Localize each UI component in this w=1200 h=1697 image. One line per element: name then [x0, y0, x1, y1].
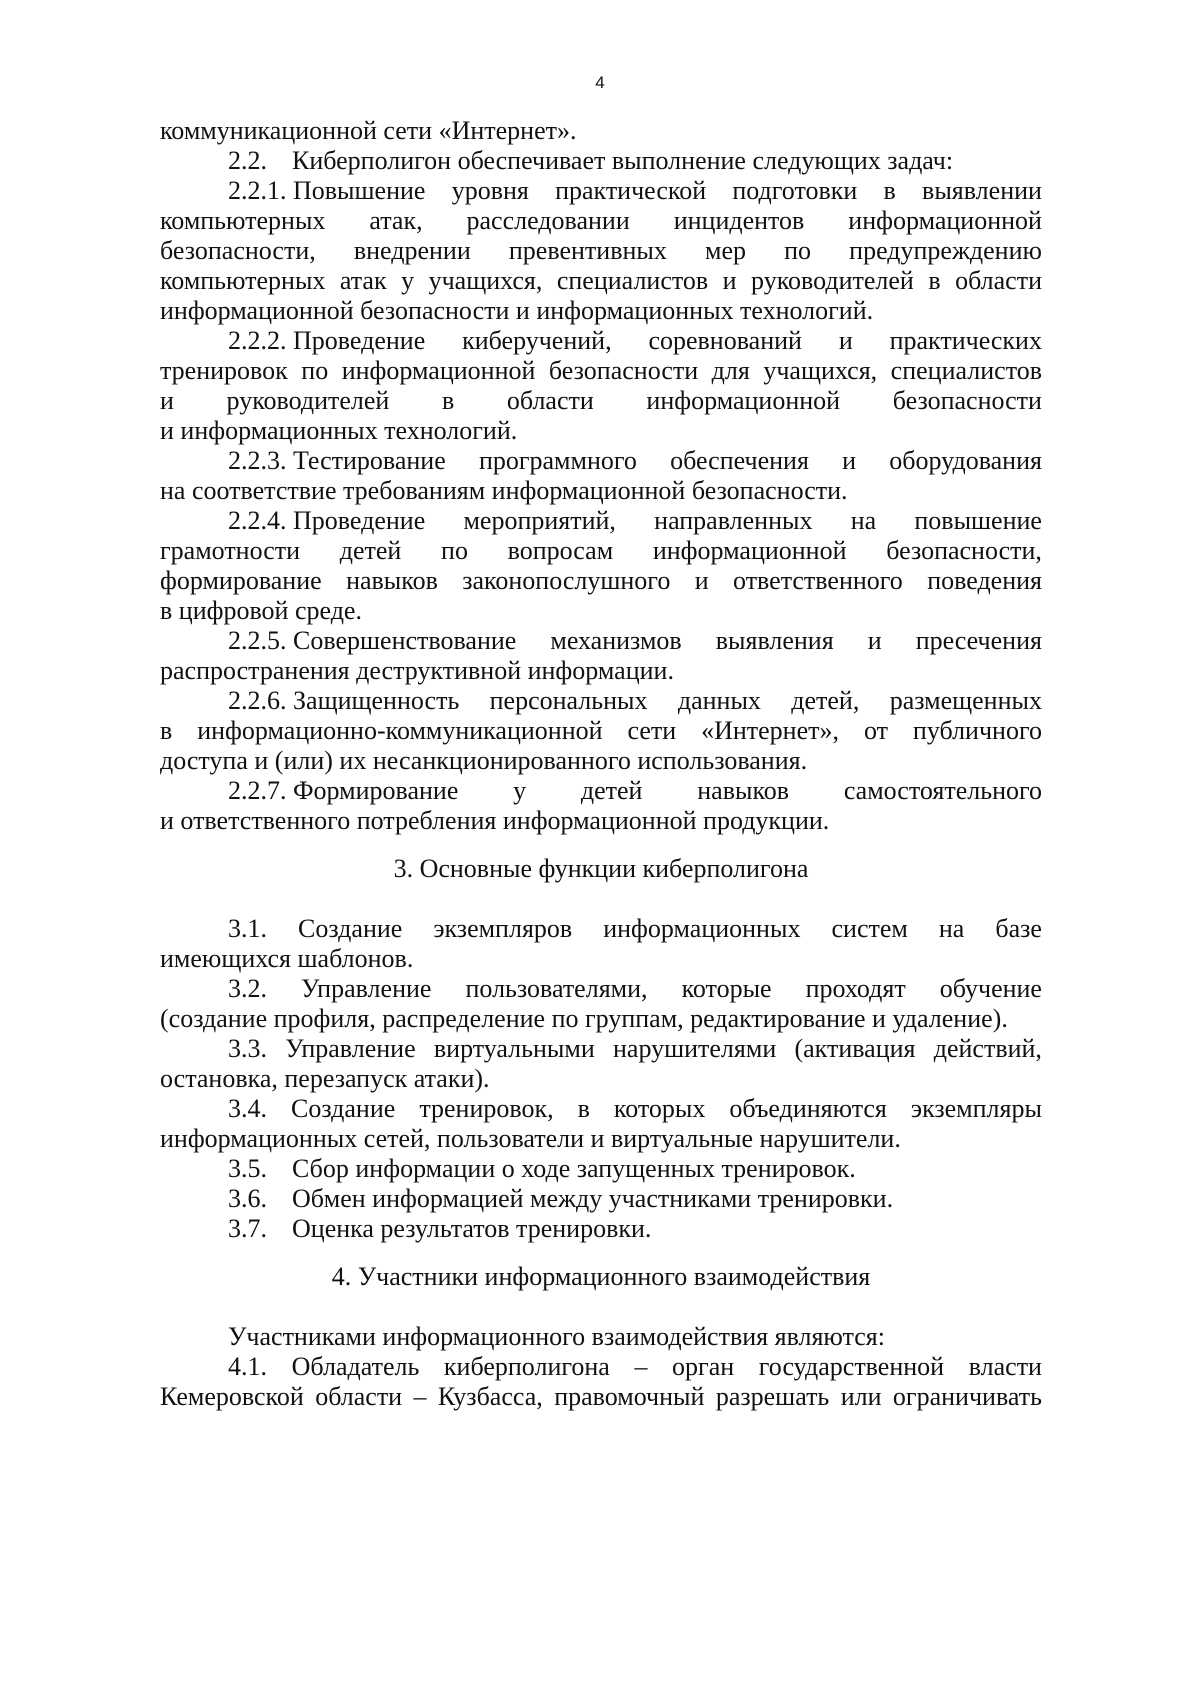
word: программного: [478, 446, 637, 475]
item-text: Обмен информацией между участниками тренировки.: [292, 1184, 894, 1213]
word: ответственного: [733, 566, 903, 595]
justified-line: [160, 1352, 1042, 1382]
word: 2.2.7. Формирование: [228, 776, 459, 805]
word: грамотности: [160, 536, 301, 565]
word: детей: [339, 536, 402, 565]
item-text: Сбор информации о ходе запущенных тренировок.: [292, 1154, 856, 1183]
word: и: [842, 446, 857, 475]
word: правомочный: [554, 1382, 705, 1411]
word: Создание: [291, 1094, 396, 1123]
word: практической: [555, 176, 707, 205]
word: виртуальными: [433, 1034, 595, 1063]
word: информационной: [848, 206, 1042, 235]
word: в: [160, 716, 173, 745]
word: предупреждению: [849, 236, 1042, 265]
word: 2.2.6. Защищенность: [228, 686, 460, 715]
word: от: [863, 716, 888, 745]
word: в: [441, 386, 455, 415]
word: (активация: [794, 1034, 916, 1063]
word: экземпляров: [433, 914, 573, 943]
word: или: [840, 1382, 882, 1411]
item-number: 3.5.: [228, 1154, 267, 1183]
section-3-heading: 3. Основные функции киберполигона: [393, 854, 809, 883]
word: проходят: [805, 974, 906, 1003]
word: безопасности,: [886, 536, 1042, 565]
word: компьютерных: [160, 206, 326, 235]
word: у: [513, 776, 527, 805]
item-number: 3.6.: [228, 1184, 267, 1213]
word: Управление: [285, 1034, 416, 1063]
word: по: [784, 236, 812, 265]
justified-line: [160, 326, 1042, 356]
section-4-heading: 4. Участники информационного взаимодействия: [331, 1262, 871, 1291]
word: разрешать: [715, 1382, 830, 1411]
word: и: [694, 566, 709, 595]
word: 3.1.: [228, 914, 267, 943]
justified-line: [160, 914, 1042, 944]
word: расследовании: [466, 206, 630, 235]
word: безопасности,: [160, 236, 316, 265]
word: информационной: [646, 386, 841, 415]
word: по: [441, 536, 468, 565]
word: навыков: [346, 566, 438, 595]
word: информационных: [603, 914, 801, 943]
text-line: распространения деструктивной информации.: [160, 656, 674, 685]
item-2-2-1: [160, 176, 1042, 326]
item-3-3: [160, 1034, 1042, 1094]
item-2-2-2: [160, 326, 1042, 446]
word: государственной: [758, 1352, 945, 1381]
word: области: [315, 1382, 403, 1411]
word: области: [506, 386, 594, 415]
item-3-2: [160, 974, 1042, 1034]
item-number: 2.2.: [228, 146, 267, 175]
justified-line: [160, 446, 1042, 476]
word: 2.2.2. Проведение: [228, 326, 426, 355]
text-line: остановка, перезапуск атаки).: [160, 1064, 490, 1093]
justified-line: [160, 176, 1042, 206]
word: публичного: [912, 716, 1042, 745]
item-2-2: [160, 146, 1042, 176]
spacer: [160, 1244, 1042, 1262]
word: Обладатель: [291, 1352, 420, 1381]
item-2-2-6: [160, 686, 1042, 776]
word: уровня: [451, 176, 529, 205]
word: формирование: [160, 566, 322, 595]
spacer: [160, 836, 1042, 854]
text-line: и информационных технологий.: [160, 416, 518, 445]
word: навыков: [697, 776, 790, 805]
word: повышение: [914, 506, 1042, 535]
word: которые: [681, 974, 772, 1003]
word: данных: [677, 686, 761, 715]
item-3-4: [160, 1094, 1042, 1154]
word: Создание: [298, 914, 403, 943]
justified-line: [160, 1382, 1042, 1412]
spacer: [160, 1292, 1042, 1322]
text-line: тренировок по информационной безопасности для учащихся, специалистов: [160, 356, 1042, 385]
item-3-5: [160, 1154, 1042, 1184]
word: тренировок,: [419, 1094, 554, 1123]
word: информационной: [652, 536, 847, 565]
word: атак,: [369, 206, 423, 235]
word: оборудования: [889, 446, 1042, 475]
word: превентивных: [508, 236, 667, 265]
text-line: в цифровой среде.: [160, 596, 362, 625]
justified-line: [160, 536, 1042, 566]
word: и: [867, 626, 882, 655]
word: «Интернет»,: [701, 716, 840, 745]
word: мер: [704, 236, 746, 265]
word: и: [838, 326, 853, 355]
word: в: [577, 1094, 590, 1123]
item-3-7: [160, 1214, 1042, 1244]
word: 2.2.1. Повышение: [228, 176, 426, 205]
spacer: [160, 884, 1042, 914]
word: киберучений,: [462, 326, 612, 355]
item-3-1: [160, 914, 1042, 974]
justified-line: [160, 236, 1042, 266]
word: самостоятельного: [843, 776, 1042, 805]
word: 3.4.: [228, 1094, 267, 1123]
word: –: [413, 1382, 427, 1411]
item-text: Оценка результатов тренировки.: [292, 1214, 652, 1243]
word: безопасности: [892, 386, 1042, 415]
word: механизмов: [550, 626, 682, 655]
word: мероприятий,: [463, 506, 616, 535]
word: персональных: [489, 686, 648, 715]
text-line: на соответствие требованиям информационной безопасности.: [160, 476, 848, 505]
word: поведения: [927, 566, 1042, 595]
word: 4.1.: [228, 1352, 267, 1381]
justified-line: [160, 566, 1042, 596]
justified-line: [160, 716, 1042, 746]
item-4-1: [160, 1352, 1042, 1412]
justified-line: [160, 974, 1042, 1004]
item-number: 3.7.: [228, 1214, 267, 1243]
word: киберполигона: [443, 1352, 610, 1381]
word: обучение: [939, 974, 1042, 1003]
word: соревнований: [648, 326, 802, 355]
word: сети: [627, 716, 677, 745]
word: Управление: [301, 974, 432, 1003]
word: Кузбасса,: [437, 1382, 543, 1411]
word: нарушителями: [612, 1034, 777, 1063]
word: действий,: [933, 1034, 1042, 1063]
word: ограничивать: [892, 1382, 1042, 1411]
page-number: 4: [595, 73, 605, 92]
justified-line: [160, 776, 1042, 806]
justified-line: [160, 206, 1042, 236]
justified-line: [160, 686, 1042, 716]
item-2-2-7: [160, 776, 1042, 836]
item-2-2-3: [160, 446, 1042, 506]
word: орган: [672, 1352, 735, 1381]
word: базе: [995, 914, 1042, 943]
text-line: (создание профиля, распределение по группам, редактирование и удаление).: [160, 1004, 1008, 1033]
word: 2.2.5. Совершенствование: [228, 626, 517, 655]
word: вопросам: [507, 536, 614, 565]
word: –: [634, 1352, 648, 1381]
word: детей: [580, 776, 643, 805]
word: объединяются: [729, 1094, 887, 1123]
word: направленных: [654, 506, 813, 535]
text-line: информационных сетей, пользователи и виртуальные нарушители.: [160, 1124, 901, 1153]
word: размещенных: [889, 686, 1042, 715]
justified-line: [160, 506, 1042, 536]
item-2-2-4: [160, 506, 1042, 626]
word: выявлении: [922, 176, 1042, 205]
item-2-2-5: [160, 626, 1042, 686]
word: которых: [613, 1094, 706, 1123]
document-body: [160, 116, 1042, 1412]
text-line: компьютерных атак у учащихся, специалистов и руководителей в области: [160, 266, 1042, 295]
word: руководителей: [226, 386, 390, 415]
justified-line: [160, 1094, 1042, 1124]
word: 2.2.4. Проведение: [228, 506, 426, 535]
word: и: [160, 386, 174, 415]
word: на: [938, 914, 965, 943]
intro-line: коммуникационной сети «Интернет».: [160, 116, 577, 145]
participants-intro: Участниками информационного взаимодействия являются:: [228, 1322, 885, 1351]
item-text: Киберполигон обеспечивает выполнение следующих задач:: [292, 146, 954, 175]
word: информационно-коммуникационной: [197, 716, 603, 745]
word: Кемеровской: [160, 1382, 304, 1411]
text-line: доступа и (или) их несанкционированного использования.: [160, 746, 808, 775]
justified-line: [160, 386, 1042, 416]
justified-line: [160, 626, 1042, 656]
word: 3.2.: [228, 974, 267, 1003]
word: законопослушного: [462, 566, 671, 595]
text-line: имеющихся шаблонов.: [160, 944, 414, 973]
justified-line: [160, 1034, 1042, 1064]
text-line: информационной безопасности и информационных технологий.: [160, 296, 874, 325]
word: экземпляры: [910, 1094, 1042, 1123]
word: 3.3.: [228, 1034, 267, 1063]
word: 2.2.3. Тестирование: [228, 446, 446, 475]
word: пользователями,: [465, 974, 648, 1003]
word: систем: [831, 914, 908, 943]
word: на: [850, 506, 877, 535]
word: пресечения: [915, 626, 1042, 655]
word: внедрении: [353, 236, 471, 265]
word: выявления: [715, 626, 834, 655]
word: практических: [889, 326, 1042, 355]
word: в: [883, 176, 896, 205]
item-3-6: [160, 1184, 1042, 1214]
word: детей,: [791, 686, 860, 715]
word: подготовки: [732, 176, 858, 205]
word: инцидентов: [673, 206, 805, 235]
word: власти: [968, 1352, 1042, 1381]
text-line: и ответственного потребления информационной продукции.: [160, 806, 830, 835]
word: обеспечения: [670, 446, 809, 475]
